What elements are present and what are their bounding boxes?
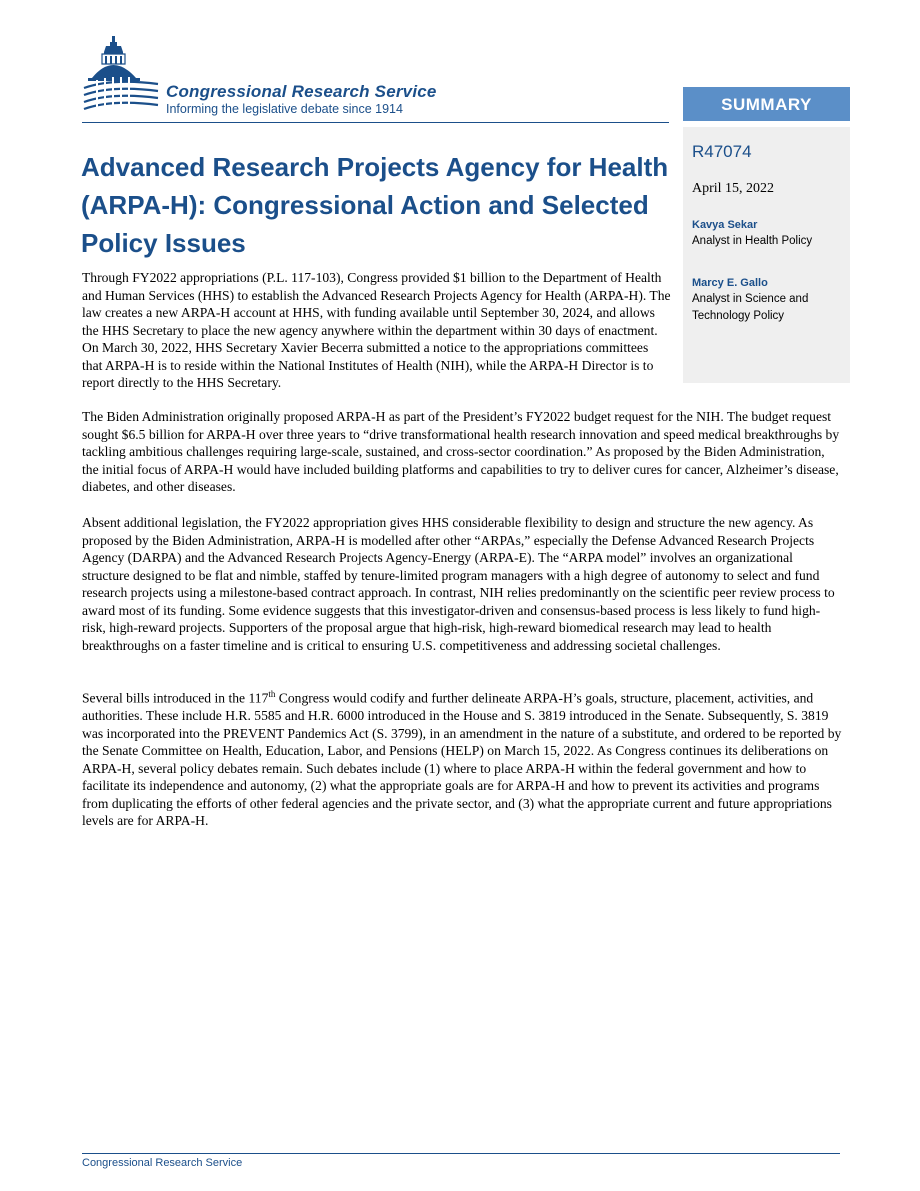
- header-divider: [82, 122, 669, 123]
- paragraph-text: Congress would codify and further delineate ARPA-H’s goals, structure, placement, activities, and authorities. These include H.R. 5585 and H.R. 6000 introduced in the House and S. 3819 introduced in the Senate. Subsequently, S. 3819 was incorporated into the PREVENT Pandemics Act (S. 3799), in an amendment in the nature of a substitute, and ordered to be reported by the Senate Committee on Health, Education, Labor, and Pensions (HELP) on March 15, 2022. As Congress continues its deliberations on ARPA-H, several policy debates remain. Such debates include (1) where to place ARPA-H within the federal government and how to facilitate its independence and autonomy, (2) what the appropriate goals are for ARPA-H and how to prevent its activities and programs from duplicating the efforts of other federal agencies and the private sector, and (3) what the appropriate current and future appropriations levels are for ARPA-H.: [82, 690, 842, 829]
- org-name: Congressional Research Service: [166, 82, 437, 101]
- org-tagline: Informing the legislative debate since 1914: [166, 102, 403, 116]
- summary-paragraph: [82, 686, 842, 830]
- summary-paragraph: The Biden Administration originally proposed ARPA-H as part of the President’s FY2022 budget request for the NIH. The budget request sought $6.5 billion for ARPA-H over three years to “drive transformational health research innovation and speed medical breakthroughs by tackling ambitious challenges requiring large-scale, sustained, and cross-sector coordination.” As proposed by the Biden Administration, the initial focus of ARPA-H would have included building platforms and capabilities to try to deliver cures for cancer, Alzheimer’s disease, diabetes, and other diseases.: [82, 409, 840, 494]
- report-date: April 15, 2022: [692, 181, 775, 196]
- superscript: th: [268, 689, 276, 699]
- capitol-dome-icon: [82, 34, 162, 122]
- crs-logo[interactable]: [82, 34, 482, 122]
- author-title: Analyst in Health Policy: [692, 235, 813, 247]
- author-title: Analyst in Science and Technology Policy: [692, 293, 809, 322]
- report-title: Advanced Research Projects Agency for Health (ARPA-H): Congressional Action and Selected Policy Issues: [81, 152, 669, 258]
- summary-paragraph: Through FY2022 appropriations (P.L. 117-103), Congress provided $1 billion to the Department of Health and Human Services (HHS) to establish the Advanced Research Projects Agency for Health (ARPA-H). The law creates a new ARPA-H account at HHS, with funding available until September 30, 2024, and allows the HHS Secretary to place the new agency anywhere within the department within 30 days of enactment. On March 30, 2022, HHS Secretary Xavier Becerra submitted a notice to the appropriations committees that ARPA-H is to reside within the National Institutes of Health (NIH), while the ARPA-H Director is to report directly to the HHS Secretary.: [82, 270, 671, 390]
- author-name[interactable]: Marcy E. Gallo: [692, 277, 768, 289]
- author-name[interactable]: Kavya Sekar: [692, 219, 758, 231]
- paragraph-text: Several bills introduced in the 117: [82, 690, 269, 706]
- report-number: R47074: [692, 142, 752, 161]
- summary-sidebar: [683, 127, 850, 383]
- summary-label: SUMMARY: [683, 87, 850, 121]
- footer-divider: [82, 1153, 840, 1154]
- summary-paragraph: Absent additional legislation, the FY2022 appropriation gives HHS considerable flexibility to design and structure the new agency. As proposed by the Biden Administration, ARPA-H is modelled after other “ARPAs,” especially the Defense Advanced Research Projects Agency (DARPA) and the Advanced Research Projects Agency-Energy (ARPA-E). The “ARPA model” involves an organizational structure designed to be flat and nimble, staffed by tenure-limited program managers with a high degree of autonomy to select and fund research projects using a milestone-based contract approach. In contrast, NIH relies predominantly on the scientific peer review process to award most of its funding. Some evidence suggests that this investigator-driven and consensus-based process is less likely to fund high-risk, high-reward projects. Supporters of the proposal argue that high-risk, high-reward biomedical research may lead to health breakthroughs on a faster timeline and is critical to ensuring U.S. competitiveness and addressing societal challenges.: [82, 515, 835, 653]
- footer-org-name: Congressional Research Service: [82, 1157, 243, 1169]
